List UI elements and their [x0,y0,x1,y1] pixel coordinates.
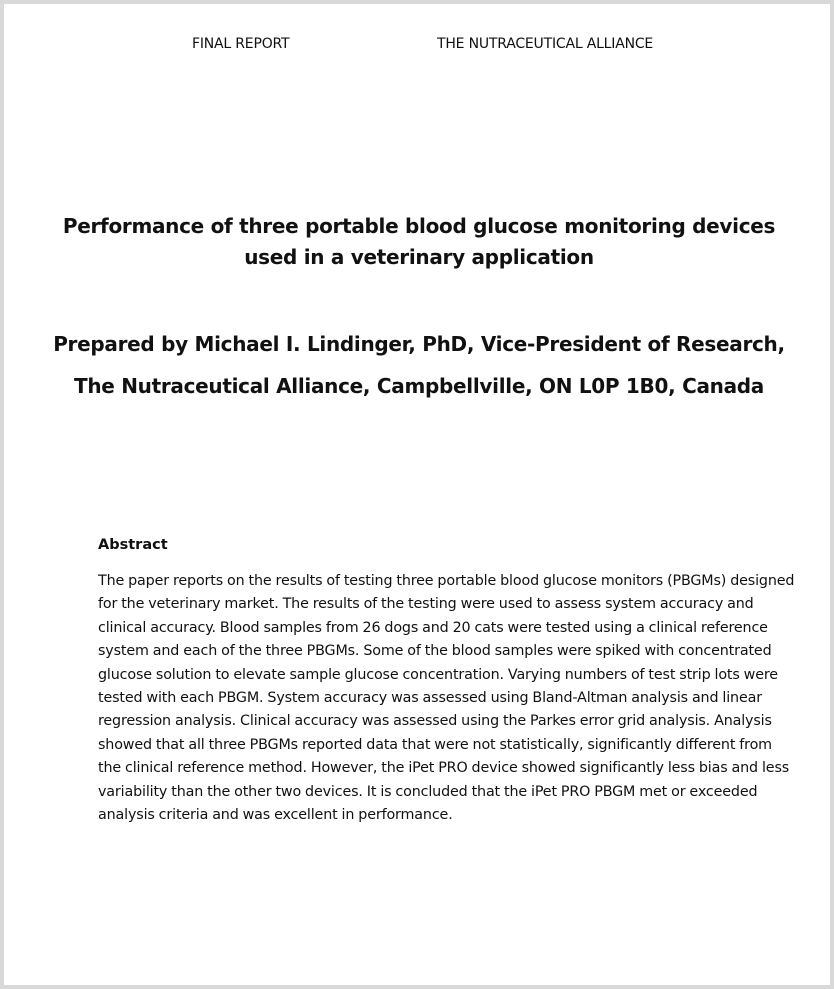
document-page [4,4,830,985]
header-left-text: FINAL REPORT [192,36,290,52]
author-line-2: The Nutraceutical Alliance, Campbellville, ON L0P 1B0, Canada [73,374,764,398]
abstract-heading: Abstract [98,537,168,553]
author-line-1: Prepared by Michael I. Lindinger, PhD, Vice-President of Research, [53,332,785,356]
header-right-text: THE NUTRACEUTICAL ALLIANCE [437,36,654,52]
report-title: Performance of three portable blood glucose monitoring devices used in a veterinary application [62,214,776,269]
abstract-body: The paper reports on the results of testing three portable blood glucose monitors (PBGMs) designed for the veterinary market. The results of the testing were used to assess system accuracy and clinical accuracy. Blood samples from 26 dogs and 20 cats were tested using a clinical reference system and each of the three PBGMs. Some of the blood samples were spiked with concentrated glucose solution to elevate sample glucose concentration. Varying numbers of test strip lots were tested with each PBGM. System accuracy was assessed using Bland-Altman analysis and linear regression analysis. Clinical accuracy was assessed using the Parkes error grid analysis. Analysis showed that all three PBGMs reported data that were not statistically, significantly different from the clinical reference method. However, the iPet PRO device showed significantly less bias and less variability than the other two devices. It is concluded that the iPet PRO PBGM met or exceeded analysis criteria and was excellent in performance. [98,573,795,824]
